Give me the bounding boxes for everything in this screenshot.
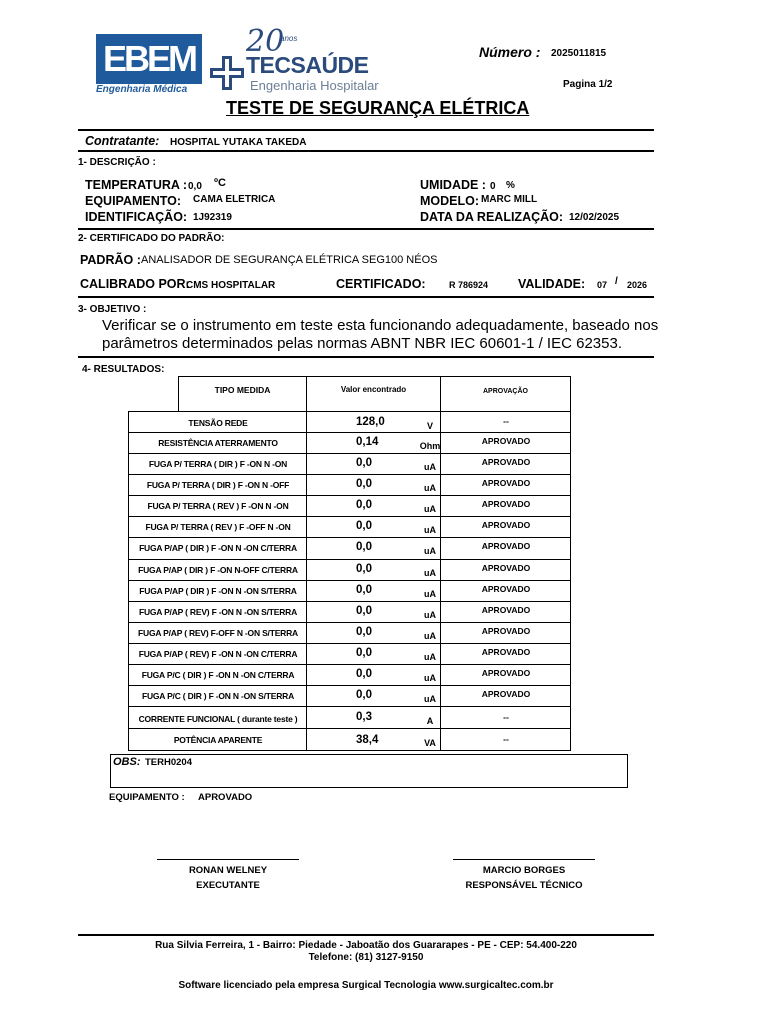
row-valor: 38,4	[356, 734, 379, 746]
row-line	[128, 453, 571, 454]
obs-value: TERH0204	[145, 757, 192, 768]
row-tipo: FUGA P/AP ( REV) F -ON N -ON C/TERRA	[138, 649, 298, 659]
row-aprovacao: APROVADO	[481, 563, 531, 573]
row-tipo: CORRENTE FUNCIONAL ( durante teste )	[138, 714, 298, 724]
contratante-value: HOSPITAL YUTAKA TAKEDA	[170, 137, 307, 148]
row-line	[128, 643, 571, 644]
row-unit: uA	[424, 546, 436, 556]
numero-label: Número :	[479, 44, 541, 60]
header-tipo: TIPO MEDIDA	[214, 385, 271, 395]
row-tipo: FUGA P/AP ( DIR ) F -ON N -ON C/TERRA	[139, 543, 297, 553]
signature-left-role: EXECUTANTE	[196, 880, 260, 891]
row-valor: 0,0	[356, 541, 372, 553]
row-valor: 0,0	[356, 647, 372, 659]
temperatura-value: 0,0	[188, 181, 202, 192]
row-line	[128, 580, 571, 581]
divider	[78, 356, 654, 358]
row-unit: uA	[424, 694, 436, 704]
signature-left-name: RONAN WELNEY	[188, 865, 268, 876]
section-descricao: 1- DESCRIÇÃO :	[78, 157, 156, 168]
row-line	[128, 432, 571, 433]
row-valor: 0,0	[356, 689, 372, 701]
row-tipo: FUGA P/ TERRA ( REV ) F -ON N -ON	[147, 501, 289, 511]
medical-cross-icon	[210, 56, 244, 90]
row-valor: 0,0	[356, 520, 372, 532]
row-valor: 0,0	[356, 499, 372, 511]
row-unit: V	[426, 421, 433, 431]
row-line	[128, 622, 571, 623]
row-tipo: TENSÃO REDE	[188, 418, 248, 428]
ebem-subtitle: Engenharia Médica	[96, 84, 188, 95]
data-value: 12/02/2025	[569, 212, 620, 223]
row-tipo: FUGA P/AP ( DIR ) F -ON N -ON S/TERRA	[139, 586, 297, 596]
row-unit: uA	[424, 483, 436, 493]
row-line	[128, 537, 571, 538]
footer-divider	[78, 934, 654, 936]
divider	[78, 296, 654, 298]
table-border	[178, 376, 571, 377]
row-unit: uA	[424, 589, 436, 599]
row-aprovacao: APROVADO	[481, 478, 531, 488]
row-valor: 0,0	[356, 626, 372, 638]
row-valor: 0,14	[356, 436, 379, 448]
row-unit: uA	[424, 504, 436, 514]
anos-number: 20	[246, 24, 285, 59]
row-valor: 0,0	[356, 478, 372, 490]
row-aprovacao: APROVADO	[481, 520, 531, 530]
divider	[78, 150, 654, 152]
umidade-value: 0	[490, 181, 496, 192]
row-tipo: RESISTÊNCIA ATERRAMENTO	[158, 438, 278, 448]
divider	[78, 228, 654, 230]
row-aprovacao: --	[503, 734, 509, 744]
padrao-label: PADRÃO :	[80, 253, 141, 267]
row-line	[128, 601, 571, 602]
row-line	[128, 474, 571, 475]
row-aprovacao: --	[503, 712, 509, 722]
row-aprovacao: APROVADO	[481, 668, 531, 678]
row-tipo: FUGA P/AP ( REV) F -ON N -ON S/TERRA	[138, 607, 298, 617]
identificacao-label: IDENTIFICAÇÃO:	[85, 210, 188, 224]
row-unit: uA	[424, 610, 436, 620]
row-tipo: POTÊNCIA APARENTE	[173, 735, 263, 745]
data-label: DATA DA REALIZAÇÃO:	[420, 210, 564, 224]
equipamento-status-value: APROVADO	[198, 792, 253, 803]
row-valor: 0,0	[356, 457, 372, 469]
row-valor: 0,3	[356, 711, 372, 723]
row-line	[128, 411, 571, 412]
row-line	[128, 728, 571, 729]
equipamento-value: CAMA ELETRICA	[193, 194, 276, 205]
row-aprovacao: APROVADO	[481, 499, 531, 509]
signature-right-role: RESPONSÁVEL TÉCNICO	[465, 880, 583, 891]
row-tipo: FUGA P/AP ( DIR ) F -ON N-OFF C/TERRA	[138, 565, 298, 575]
row-tipo: FUGA P/ TERRA ( DIR ) F -ON N -ON	[148, 459, 288, 469]
table-border	[570, 376, 571, 411]
row-valor: 0,0	[356, 668, 372, 680]
row-tipo: FUGA P/AP ( REV) F-OFF N -ON S/TERRA	[138, 628, 298, 638]
temperatura-label: TEMPERATURA :	[85, 178, 188, 192]
umidade-unit: %	[506, 180, 515, 191]
obs-label: OBS:	[113, 756, 141, 768]
row-aprovacao: APROVADO	[481, 605, 531, 615]
certificado-value: R 786924	[449, 280, 489, 290]
footer-software: Software licenciado pela empresa Surgical Tecnologia www.surgicaltec.com.br	[178, 980, 554, 991]
row-unit: uA	[424, 631, 436, 641]
calibrado-label: CALIBRADO POR:	[80, 277, 190, 291]
row-aprovacao: --	[503, 416, 509, 426]
row-tipo: FUGA P/C ( DIR ) F -ON N -ON S/TERRA	[141, 691, 295, 701]
row-unit: uA	[424, 462, 436, 472]
row-valor: 0,0	[356, 584, 372, 596]
row-unit: Ohm	[419, 441, 441, 451]
section-objetivo: 3- OBJETIVO :	[78, 304, 147, 315]
equipamento-label: EQUIPAMENTO:	[85, 194, 182, 208]
identificacao-value: 1J92319	[193, 212, 232, 223]
row-line	[128, 495, 571, 496]
row-unit: uA	[424, 652, 436, 662]
row-line	[128, 516, 571, 517]
row-aprovacao: APROVADO	[481, 647, 531, 657]
row-tipo: FUGA P/C ( DIR ) F -ON N -ON C/TERRA	[141, 670, 295, 680]
row-aprovacao: APROVADO	[481, 436, 531, 446]
row-aprovacao: APROVADO	[481, 584, 531, 594]
modelo-label: MODELO:	[420, 194, 480, 208]
row-valor: 0,0	[356, 563, 372, 575]
row-aprovacao: APROVADO	[481, 626, 531, 636]
document-title: TESTE DE SEGURANÇA ELÉTRICA	[226, 98, 530, 118]
row-tipo: FUGA P/ TERRA ( REV ) F -OFF N -ON	[145, 522, 291, 532]
row-line	[128, 750, 571, 751]
header-valor: Valor encontrado	[340, 385, 407, 394]
ebem-logo: EBEM	[96, 34, 202, 84]
modelo-value: MARC MILL	[481, 194, 538, 205]
row-unit: uA	[424, 525, 436, 535]
row-line	[128, 559, 571, 560]
section-certificado: 2- CERTIFICADO DO PADRÃO:	[78, 233, 225, 244]
row-aprovacao: APROVADO	[481, 541, 531, 551]
row-aprovacao: APROVADO	[481, 689, 531, 699]
signature-right-name: MARCIO BORGES	[482, 865, 566, 876]
row-line	[128, 706, 571, 707]
footer-address: Rua Silvia Ferreira, 1 - Bairro: Piedade - Jaboatão dos Guararapes - PE - CEP: 54.400-220	[155, 940, 577, 951]
signature-line-right	[453, 859, 595, 860]
validade-year: 2026	[627, 280, 648, 290]
equipamento-status-label: EQUIPAMENTO :	[109, 792, 185, 803]
anos-word: anos	[280, 34, 298, 43]
calibrado-value: CMS HOSPITALAR	[186, 280, 276, 291]
page-indicator: Pagina 1/2	[563, 79, 613, 90]
temperatura-unit: ºC	[214, 177, 226, 189]
row-line	[128, 685, 571, 686]
row-valor: 128,0	[356, 416, 385, 428]
tecsaude-logo: TECSAÚDE	[246, 52, 369, 78]
row-valor: 0,0	[356, 605, 372, 617]
row-line	[128, 664, 571, 665]
row-unit: uA	[424, 568, 436, 578]
umidade-label: UMIDADE :	[420, 178, 486, 192]
objetivo-line-1: Verificar se o instrumento em teste esta funcionando adequadamente, baseado nos	[102, 317, 659, 334]
footer-phone: Telefone: (81) 3127-9150	[308, 952, 424, 963]
padrao-value: ANALISADOR DE SEGURANÇA ELÉTRICA SEG100 NÉOS	[141, 254, 438, 266]
certificado-label: CERTIFICADO:	[336, 277, 426, 291]
tecsaude-subtitle: Engenharia Hospitalar	[250, 78, 379, 93]
validade-label: VALIDADE:	[518, 277, 586, 291]
validade-month: 07	[597, 280, 608, 290]
row-aprovacao: APROVADO	[481, 457, 531, 467]
row-unit: VA	[424, 738, 436, 748]
header-aprovacao: APROVAÇÃO	[483, 388, 528, 395]
validade-separator: /	[615, 276, 618, 287]
row-unit: uA	[424, 673, 436, 683]
row-unit: A	[426, 716, 434, 726]
divider	[78, 129, 654, 131]
numero-value: 2025011815	[551, 48, 607, 59]
row-tipo: FUGA P/ TERRA ( DIR ) F -ON N -OFF	[146, 480, 290, 490]
contratante-label: Contratante:	[85, 134, 160, 148]
objetivo-line-2: parâmetros determinados pelas normas ABNT NBR IEC 60601-1 / IEC 62353.	[102, 335, 622, 352]
section-resultados: 4- RESULTADOS:	[82, 364, 165, 375]
signature-line-left	[157, 859, 299, 860]
